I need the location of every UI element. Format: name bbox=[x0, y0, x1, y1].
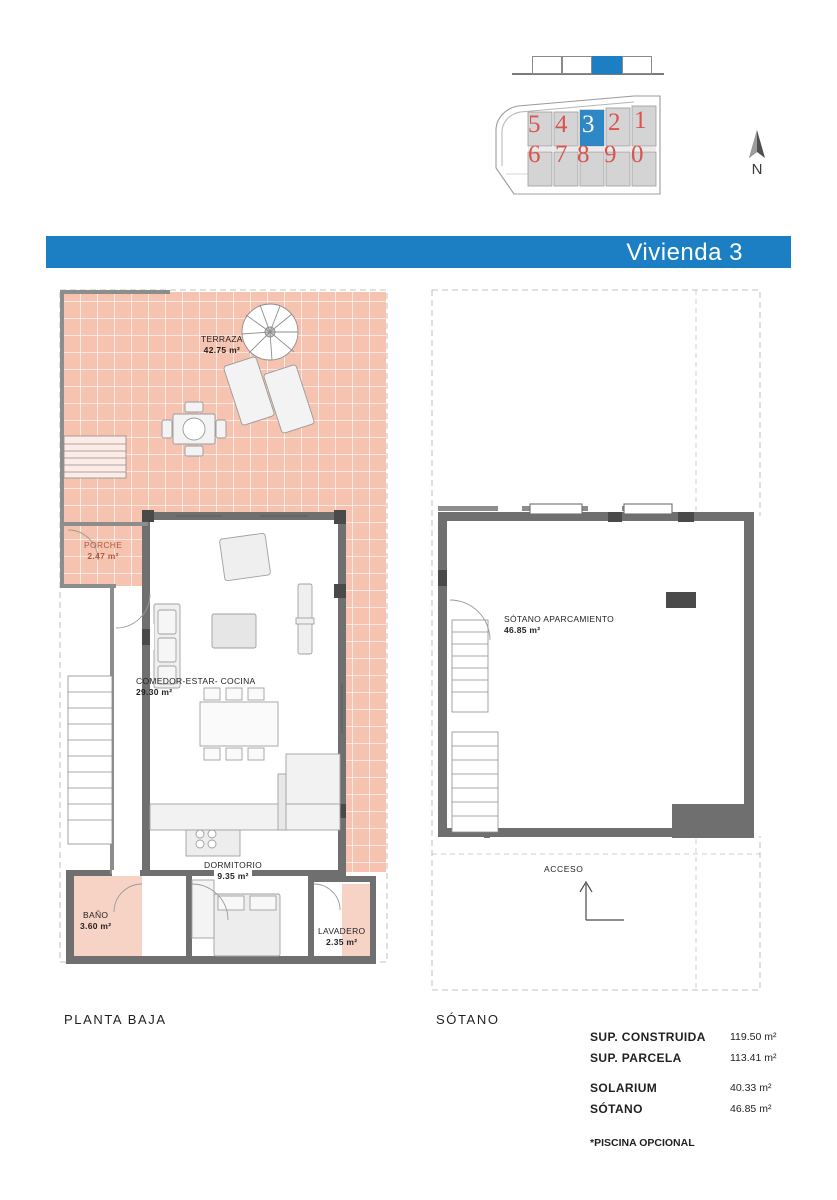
room-label-terraza: TERRAZA 42.75 m² bbox=[201, 334, 243, 355]
summary-value: 119.50 m² bbox=[730, 1031, 777, 1043]
summary-key: SUP. CONSTRUIDA bbox=[590, 1030, 706, 1044]
summary-value: 113.41 m² bbox=[730, 1052, 777, 1064]
plan-label-sotano: SÓTANO bbox=[436, 1012, 500, 1027]
plot-number-2[interactable]: 2 bbox=[608, 109, 621, 136]
room-label-lavadero: LAVADERO 2.35 m² bbox=[318, 926, 366, 947]
room-label-porche: PORCHE 2.47 m² bbox=[84, 540, 123, 561]
plot-number-3-selected[interactable]: 3 bbox=[582, 111, 595, 138]
page-title: Vivienda 3 bbox=[626, 239, 743, 266]
site-plan-thumbnail bbox=[484, 90, 680, 208]
plot-number-6[interactable]: 6 bbox=[528, 141, 541, 168]
plot-number-1[interactable]: 1 bbox=[634, 107, 647, 134]
summary-row-parcela bbox=[590, 1051, 800, 1072]
plot-number-7[interactable]: 7 bbox=[555, 141, 568, 168]
legend-box-selected bbox=[592, 56, 622, 74]
plan-label-planta-baja: PLANTA BAJA bbox=[64, 1012, 167, 1027]
plot-number-9[interactable]: 9 bbox=[604, 141, 617, 168]
legend-box-2 bbox=[562, 56, 592, 74]
svg-text:N: N bbox=[751, 161, 763, 176]
room-label-comedor: COMEDOR-ESTAR- COCINA 29.30 m² bbox=[136, 676, 256, 697]
summary-key: SUP. PARCELA bbox=[590, 1051, 682, 1065]
summary-value: 40.33 m² bbox=[730, 1082, 772, 1094]
plot-number-8[interactable]: 8 bbox=[577, 141, 590, 168]
phase-legend-strip bbox=[512, 56, 664, 76]
compass-north-icon bbox=[740, 128, 774, 176]
site-key-map bbox=[484, 52, 694, 212]
legend-box-1 bbox=[532, 56, 562, 74]
room-label-sotano-aparcamiento: SÓTANO APARCAMIENTO 46.85 m² bbox=[504, 614, 615, 635]
legend-box-4 bbox=[622, 56, 652, 74]
room-label-bano: BAÑO 3.60 m² bbox=[80, 910, 112, 931]
title-bar bbox=[46, 236, 791, 268]
summary-spacer bbox=[590, 1072, 800, 1081]
summary-row-construida bbox=[590, 1030, 800, 1051]
summary-row-sotano bbox=[590, 1102, 800, 1123]
plot-number-4[interactable]: 4 bbox=[555, 111, 568, 138]
summary-value: 46.85 m² bbox=[730, 1103, 772, 1115]
summary-note: *PISCINA OPCIONAL bbox=[590, 1137, 695, 1149]
summary-key: SOLARIUM bbox=[590, 1081, 658, 1095]
summary-row-solarium bbox=[590, 1081, 800, 1102]
summary-key: SÓTANO bbox=[590, 1102, 643, 1116]
plot-number-5[interactable]: 5 bbox=[528, 111, 541, 138]
label-acceso: ACCESO bbox=[544, 864, 584, 874]
basement-plan bbox=[426, 284, 766, 999]
ground-floor-plan bbox=[46, 284, 396, 984]
room-label-dormitorio: DORMITORIO 9.35 m² bbox=[204, 860, 263, 881]
area-summary bbox=[590, 1030, 800, 1149]
plot-number-0[interactable]: 0 bbox=[631, 141, 644, 168]
